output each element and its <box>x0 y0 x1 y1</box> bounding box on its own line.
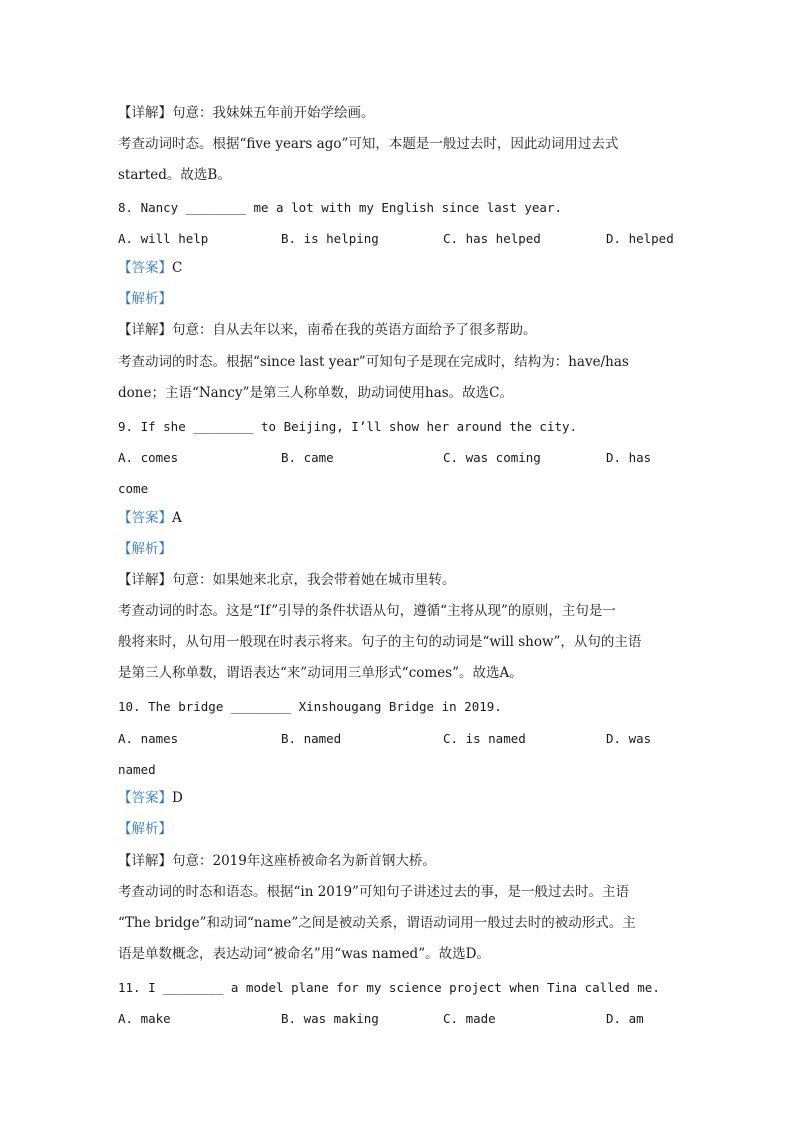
detail-text: 句意：如果她来北京，我会带着她在城市里转。 <box>172 572 456 588</box>
q7-explanation-line-2: started。故选B。 <box>118 167 231 183</box>
q7-explanation-line-1: 考查动词时态。根据“five years ago”可知，本题是一般过去时，因此动词用过去式 <box>118 136 619 152</box>
q8-option-b: B. is helping <box>281 231 379 246</box>
answer-tag: 【答案】 <box>118 790 172 806</box>
q8-detail <box>118 321 537 339</box>
q9-option-b: B. came <box>281 450 334 465</box>
q8-option-a: A. will help <box>118 231 209 246</box>
q8-explanation-line-2: done；主语“Nancy”是第三人称单数，助动词使用has。故选C。 <box>118 385 513 401</box>
detail-text: 句意：我妹妹五年前开始学绘画。 <box>172 105 375 121</box>
detail-text: 句意：2019年这座桥被命名为新首钢大桥。 <box>172 853 436 869</box>
q8-stem: 8. Nancy ________ me a lot with my English since last year. <box>118 200 563 215</box>
q9-option-c: C. was coming <box>443 450 541 465</box>
q10-option-c: C. is named <box>443 731 526 746</box>
detail-text: 句意：自从去年以来，南希在我的英语方面给予了很多帮助。 <box>172 322 537 338</box>
answer-tag: 【答案】 <box>118 510 172 526</box>
q8-answer <box>118 259 182 277</box>
q10-explanation-line-1: 考查动词的时态和语态。根据“in 2019”可知句子讲述过去的事，是一般过去时。主语 <box>118 884 629 900</box>
q8-option-d: D. helped <box>606 231 674 246</box>
q9-explanation-line-2: 般将来时，从句用一般现在时表示将来。句子的主句的动词是“will show”，从句的主语 <box>118 634 642 650</box>
q10-explanation-line-2: “The bridge”和动词“name”之间是被动关系，谓语动词用一般过去时的被动形式。主 <box>118 915 636 931</box>
q9-answer <box>118 509 182 527</box>
q11-option-d: D. am <box>606 1011 644 1026</box>
q9-analysis-tag: 【解析】 <box>118 541 172 557</box>
q9-option-d: D. has <box>606 450 652 465</box>
q9-option-a: A. comes <box>118 450 179 465</box>
q10-detail <box>118 852 436 870</box>
q11-option-a: A. make <box>118 1011 171 1026</box>
answer-tag: 【答案】 <box>118 260 172 276</box>
q10-answer <box>118 789 183 807</box>
q8-option-c: C. has helped <box>443 231 541 246</box>
q10-option-d-wrap: named <box>118 762 156 777</box>
q10-analysis-tag: 【解析】 <box>118 821 172 837</box>
answer-value: A <box>172 510 182 526</box>
q9-stem: 9. If she ________ to Beijing, I’ll show her around the city. <box>118 419 578 434</box>
q10-explanation-line-3: 语是单数概念，表达动词“被命名”用“was named”。故选D。 <box>118 946 490 962</box>
q11-option-b: B. was making <box>281 1011 379 1026</box>
q7-detail <box>118 104 375 122</box>
q10-stem: 10. The bridge ________ Xinshougang Bridge in 2019. <box>118 699 502 714</box>
q10-option-b: B. named <box>281 731 342 746</box>
q9-explanation-line-3: 是第三人称单数，谓语表达“来”动词用三单形式“comes”。故选A。 <box>118 665 523 681</box>
q11-stem: 11. I ________ a model plane for my science project when Tina called me. <box>118 980 660 995</box>
q8-explanation-line-1: 考查动词的时态。根据“since last year”可知句子是现在完成时，结构为：have/has <box>118 354 629 370</box>
detail-tag: 【详解】 <box>118 572 172 588</box>
detail-tag: 【详解】 <box>118 853 172 869</box>
q10-option-d: D. was <box>606 731 652 746</box>
answer-value: D <box>172 790 183 806</box>
q10-option-a: A. names <box>118 731 179 746</box>
q8-analysis-tag: 【解析】 <box>118 291 172 307</box>
detail-tag: 【详解】 <box>118 322 172 338</box>
q9-explanation-line-1: 考查动词的时态。这是“If”引导的条件状语从句，遵循“主将从现”的原则，主句是一 <box>118 603 616 619</box>
detail-tag: 【详解】 <box>118 105 172 121</box>
q9-option-d-wrap: come <box>118 481 149 496</box>
q9-detail <box>118 571 456 589</box>
answer-value: C <box>172 260 183 276</box>
q11-option-c: C. made <box>443 1011 496 1026</box>
